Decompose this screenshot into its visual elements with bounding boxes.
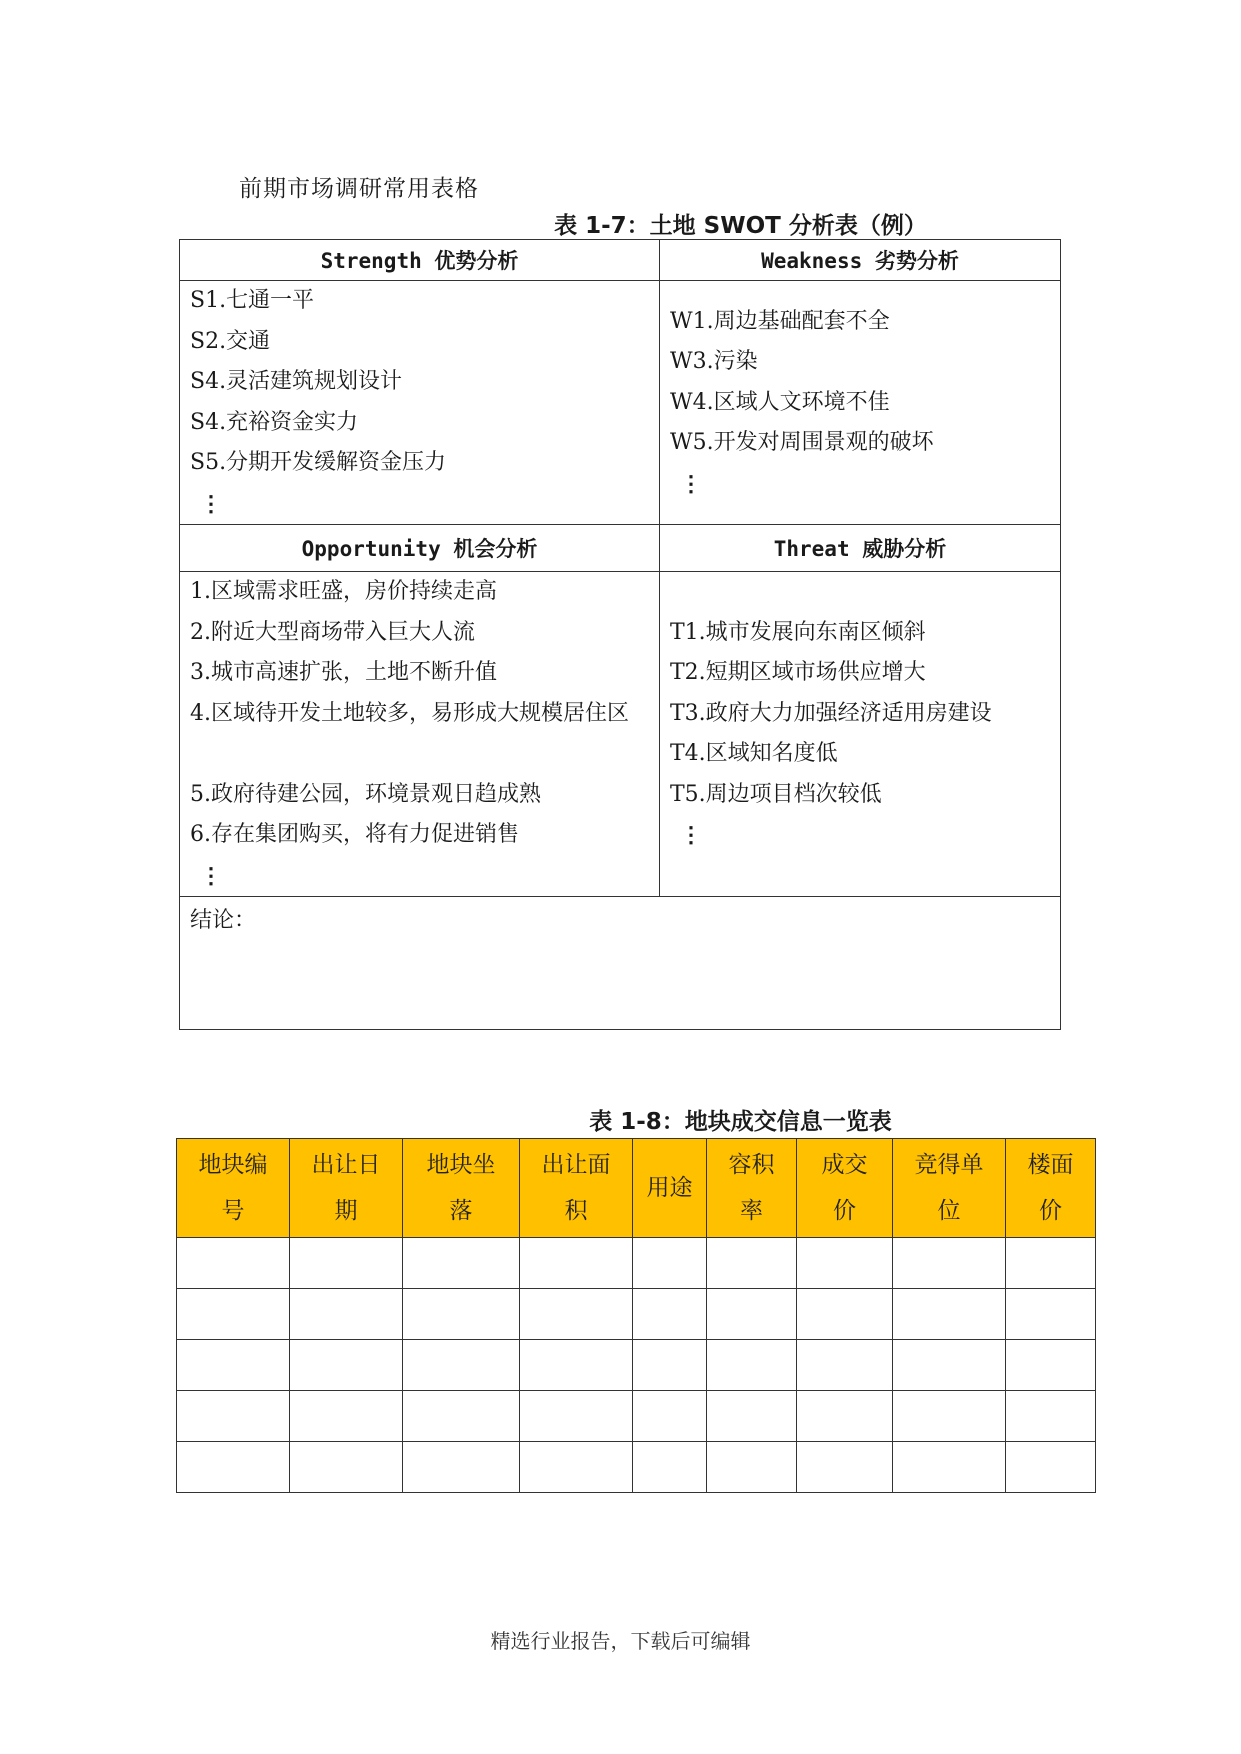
strength-item: S4.充裕资金实力 [190, 409, 359, 435]
strength-item: S1.七通一平 [190, 288, 315, 314]
header-usage: 用途 [633, 1139, 707, 1238]
header-winning-bidder: 竞得单 位 [893, 1139, 1006, 1238]
strength-item: S4.灵活建筑规划设计 [190, 369, 403, 395]
header-floor-price: 楼面 价 [1006, 1139, 1096, 1238]
opportunity-item: 1.区域需求旺盛，房价持续走高 [190, 579, 497, 604]
opportunity-item: 2.附近大型商场带入巨大人流 [190, 619, 475, 645]
header-transfer-area: 出让面 积 [520, 1139, 633, 1238]
weakness-item: W1.周边基础配套不全 [670, 308, 890, 334]
opportunity-header: Opportunity 机会分析 [180, 525, 660, 572]
land-transaction-table [176, 1138, 1096, 1493]
threat-item: T2.短期区域市场供应增大 [670, 660, 926, 685]
opportunity-item: 6.存在集团购买，将有力促进销售 [190, 822, 519, 847]
threat-item: T1.城市发展向东南区倾斜 [670, 619, 926, 645]
table-row [177, 1391, 1096, 1442]
table-row [177, 1289, 1096, 1340]
conclusion-cell [180, 896, 1061, 1029]
weakness-item: W4.区域人文环境不佳 [670, 389, 890, 415]
header-transfer-date: 出让日 期 [290, 1139, 403, 1238]
strength-cell [180, 281, 660, 525]
opportunity-cell [180, 572, 660, 897]
header-plot-location: 地块坐 落 [403, 1139, 520, 1238]
header-plot-ratio: 容积 率 [707, 1139, 797, 1238]
threat-more-ellipsis: ⋮ [680, 822, 702, 848]
opportunity-item: 5.政府待建公园，环境景观日趋成熟 [190, 781, 541, 807]
swot-table [179, 239, 1061, 1030]
threat-item: T5.周边项目档次较低 [670, 781, 882, 807]
weakness-header: Weakness 劣势分析 [660, 240, 1061, 281]
land-table-header-row [177, 1139, 1096, 1238]
strength-item: S2.交通 [190, 328, 271, 354]
strength-header: Strength 优势分析 [180, 240, 660, 281]
weakness-item: W5.开发对周围景观的破坏 [670, 430, 934, 455]
opportunity-item: 3.城市高速扩张，土地不断升值 [190, 660, 497, 685]
threat-item: T3.政府大力加强经济适用房建设 [670, 700, 992, 726]
weakness-item: W3.污染 [670, 349, 758, 374]
table-row [177, 1442, 1096, 1493]
threat-item: T4.区域知名度低 [670, 741, 838, 766]
threat-cell [660, 572, 1061, 897]
conclusion-label: 结论： [190, 907, 257, 933]
strength-item: S5.分期开发缓解资金压力 [190, 450, 447, 476]
page-footer: 精选行业报告，下载后可编辑 [490, 1629, 751, 1653]
land-table-caption: 表 1-8：地块成交信息一览表 [589, 1109, 892, 1135]
strength-more-ellipsis: ⋮ [200, 490, 222, 517]
page-heading: 前期市场调研常用表格 [239, 176, 479, 202]
table-row [177, 1340, 1096, 1391]
swot-table-caption: 表 1-7：土地 SWOT 分析表（例） [554, 213, 927, 239]
opportunity-item: 4.区域待开发土地较多，易形成大规模居住区 [190, 700, 629, 726]
threat-header: Threat 威胁分析 [660, 525, 1061, 572]
header-deal-price: 成交 价 [797, 1139, 893, 1238]
table-row [177, 1238, 1096, 1289]
weakness-more-ellipsis: ⋮ [680, 470, 702, 497]
opportunity-more-ellipsis: ⋮ [200, 862, 222, 889]
header-plot-number: 地块编 号 [177, 1139, 290, 1238]
weakness-cell [660, 281, 1061, 525]
